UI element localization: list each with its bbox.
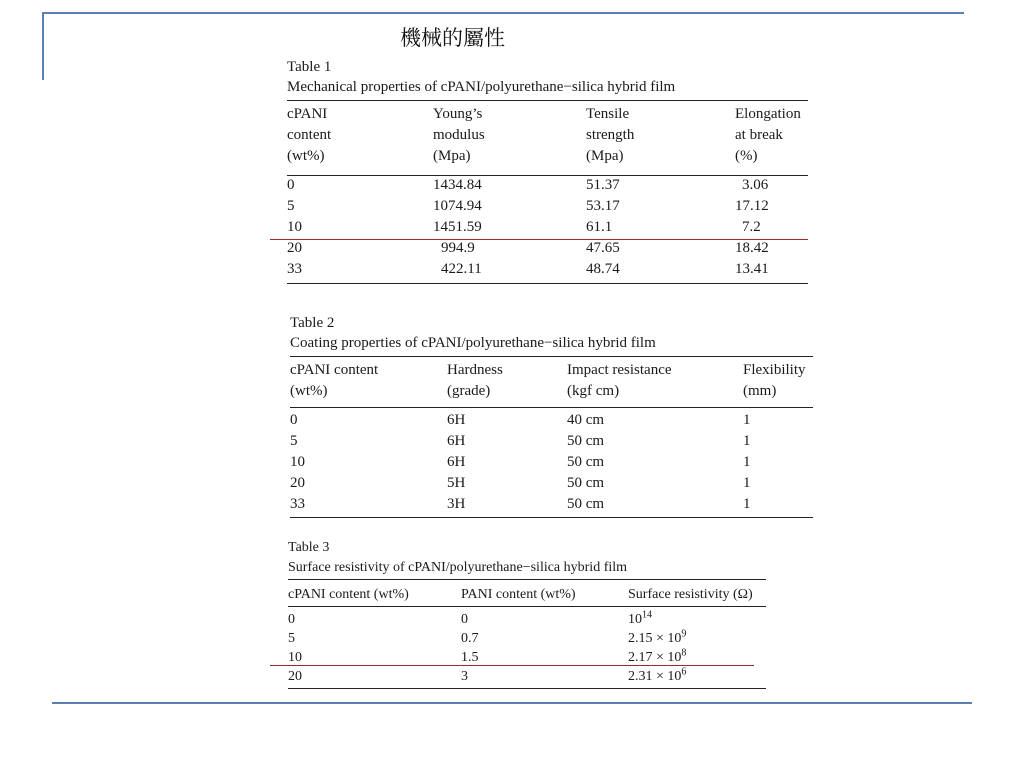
table-3-header-pani: PANI content (wt%) [461, 587, 576, 602]
table-1-header-youngs-modulus: Young’s modulus (Mpa) [433, 106, 485, 164]
table-2-caption: Coating properties of cPANI/polyurethane−silica hybrid film [290, 335, 656, 351]
table-3-label: Table 3 [288, 540, 330, 555]
table-2-header [290, 360, 813, 402]
table-1 [287, 57, 808, 280]
table-2 [290, 313, 813, 515]
slide-frame-top-line [42, 12, 964, 14]
table-row: 10 6H 50 cm 1 [290, 454, 751, 470]
table-3-red-annotation-line [270, 665, 754, 666]
table-1-top-rule [287, 100, 808, 101]
table-2-header-cpani: cPANI content (wt%) [290, 362, 379, 399]
table-2-bottom-rule [290, 517, 813, 518]
table-2-header-hardness: Hardness (grade) [447, 362, 503, 399]
table-row: 5 0.7 $2.15 \times 10^9$ [288, 628, 687, 646]
table-row: 10 1451.59 61.1 7.2 [287, 219, 761, 235]
slide-frame-left-line [42, 12, 44, 80]
table-row: 33 3H 50 cm 1 [290, 496, 751, 512]
table-row: 20 3 $2.31 \times 10^6$ [288, 666, 687, 684]
table-1-bottom-rule [287, 283, 808, 284]
table-2-label: Table 2 [290, 315, 335, 331]
table-3 [288, 538, 766, 686]
table-2-header-rule [290, 407, 813, 408]
table-row: 33 422.11 48.74 13.41 [287, 261, 769, 277]
table-row: 0 1434.84 51.37 3.06 [287, 177, 769, 193]
table-1-header-elongation: Elongation at break (%) [735, 106, 801, 164]
table-2-top-rule [290, 356, 813, 357]
table-1-red-annotation-line [270, 239, 808, 240]
table-3-header-cpani: cPANI content (wt%) [288, 587, 409, 602]
table-2-header-impact: Impact resistance (kgf cm) [567, 362, 672, 399]
table-3-bottom-rule [288, 688, 766, 689]
table-3-header-rule [288, 606, 766, 607]
table-row: 20 5H 50 cm 1 [290, 475, 751, 491]
table-row: 5 6H 50 cm 1 [290, 433, 751, 449]
table-3-top-rule [288, 579, 766, 580]
table-1-label: Table 1 [287, 59, 332, 75]
table-3-header-resistivity: Surface resistivity (Ω) [628, 587, 753, 602]
table-1-header [287, 104, 808, 167]
table-row: 0 0 $10^{14}$ [288, 609, 652, 627]
table-row: 20 994.9 47.65 18.42 [287, 240, 769, 256]
table-3-caption: Surface resistivity of cPANI/polyurethane−silica hybrid film [288, 560, 628, 575]
table-1-header-tensile-strength: Tensile strength (Mpa) [586, 106, 635, 164]
slide-title: 機械的屬性 [400, 26, 505, 50]
table-2-header-flexibility: Flexibility (mm) [743, 362, 806, 399]
table-3-header [288, 583, 766, 607]
table-row: 0 6H 40 cm 1 [290, 412, 751, 428]
table-1-caption: Mechanical properties of cPANI/polyurethane−silica hybrid film [287, 79, 676, 95]
table-1-header-cpani: cPANI content (wt%) [287, 106, 332, 164]
slide-frame-bottom-line [52, 702, 972, 704]
table-row: 5 1074.94 53.17 17.12 [287, 198, 769, 214]
table-row: 10 1.5 $2.17 \times 10^8$ [288, 647, 687, 665]
